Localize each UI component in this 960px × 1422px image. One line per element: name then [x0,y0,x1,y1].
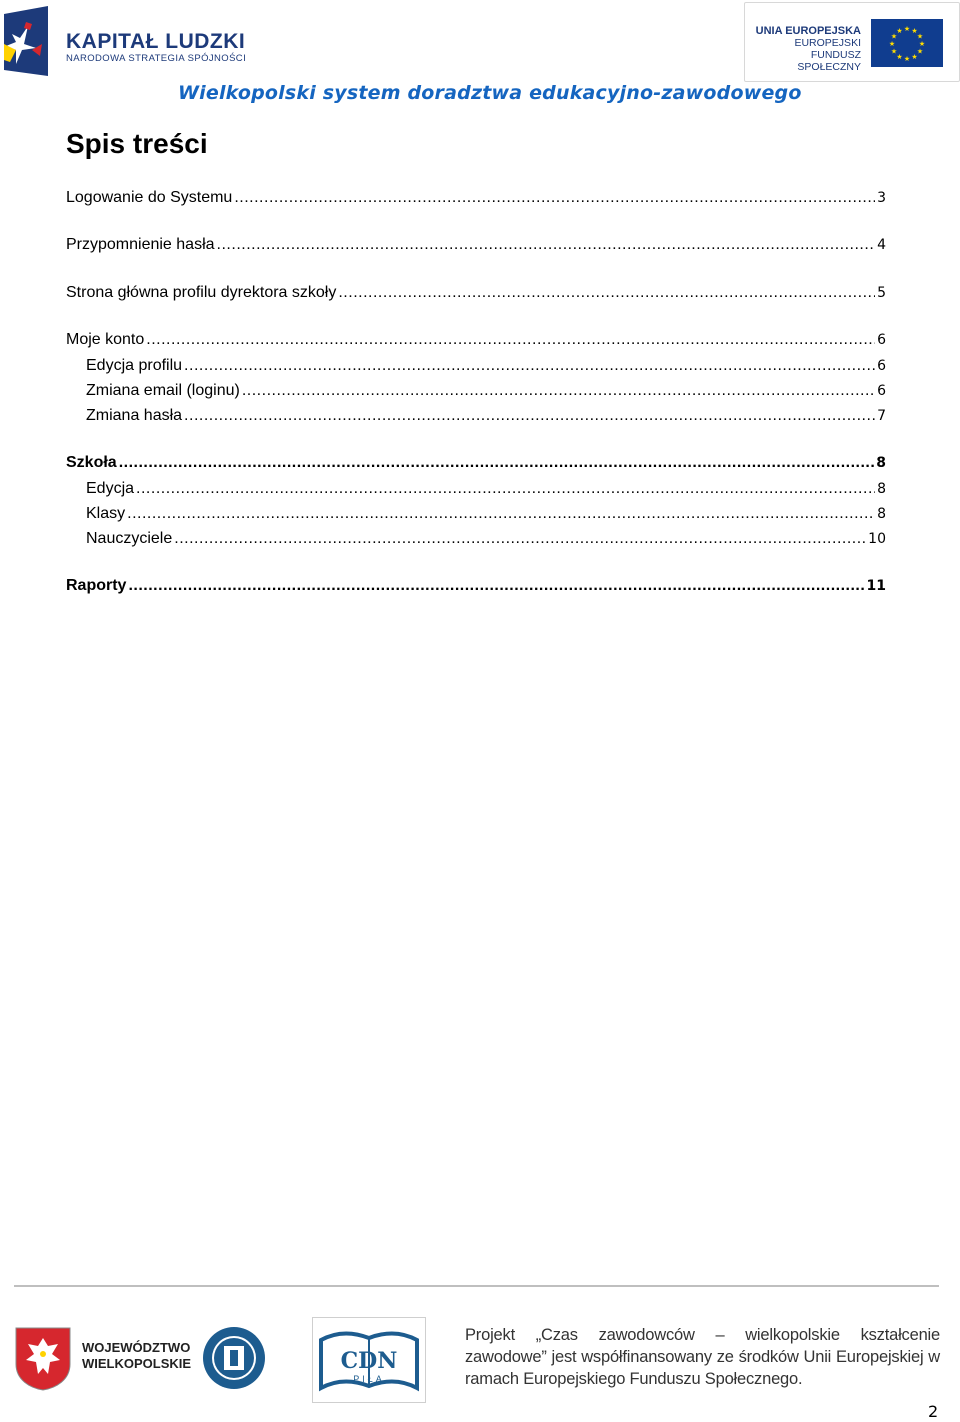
toc-entry-text: Strona główna profilu dyrektora szkoły [66,284,337,301]
toc-entry-text: Logowanie do Systemu [66,189,233,206]
svg-text:★: ★ [916,47,924,56]
svg-text:★: ★ [896,53,903,61]
toc-entry-raporty[interactable] [66,577,886,595]
toc-entry-page: 11 [866,578,886,594]
toc-leader [184,357,875,375]
toc-leader [242,382,875,400]
svg-text:★: ★ [890,32,898,41]
toc-entry-page: 7 [877,408,886,424]
toc-leader [128,577,864,595]
page-header [0,0,960,110]
toc-entry-page: 10 [868,531,886,547]
toc-leader [338,284,875,302]
svg-text:★: ★ [918,40,926,48]
woj-line-2: WIELKOPOLSKIE [82,1356,192,1371]
toc-entry-nauczyciele[interactable] [86,530,886,548]
toc-entry-zmiana-hasla[interactable] [86,407,886,425]
kapital-ludzki-subtitle: NARODOWA STRATEGIA SPÓJNOŚCI [66,53,247,64]
toc-entry-page: 8 [876,455,886,471]
toc-entry-edycja-profilu[interactable] [86,357,886,375]
toc-entry-page: 6 [877,332,886,348]
eu-line-1: UNIA EUROPEJSKA [755,25,861,37]
toc-entry-text: Edycja profilu [86,357,183,374]
toc-leader [127,505,875,523]
eu-line-2: EUROPEJSKI [794,37,861,49]
toc-entry-text: Przypomnienie hasła [66,236,215,253]
toc-leader [119,454,875,472]
toc-entry-page: 5 [877,285,886,301]
eu-flag-icon [871,19,943,67]
toc-entry-page: 4 [877,237,886,253]
toc-entry-text: Zmiana hasła [86,407,183,424]
cdn-sub-label: PIŁA [353,1374,385,1384]
toc-entry-moje-konto[interactable] [66,331,886,349]
svg-text:★: ★ [903,25,911,33]
toc-entry-text: Zmiana email (loginu) [86,382,240,399]
toc-title: Spis treści [66,128,208,159]
eu-line-3: FUNDUSZ SPOŁECZNY [797,49,861,73]
eu-logo-text [745,25,861,73]
toc-entry-page: 6 [877,358,886,374]
toc-entry-text: Nauczyciele [86,530,173,547]
toc-entry-text: Edycja [86,480,135,497]
toc-entry-edycja[interactable] [86,480,886,498]
kapital-ludzki-title: KAPITAŁ LUDZKI [66,30,246,53]
footer-divider [14,1285,939,1287]
toc-entry-text: Moje konto [66,331,145,348]
toc-entry-page: 8 [877,481,886,497]
toc-entry-page: 8 [877,506,886,522]
toc-entry-szkola[interactable] [66,454,886,472]
toc-entry-page: 3 [877,190,886,206]
toc-entry-klasy[interactable] [86,505,886,523]
cdn-pila-logo [312,1317,426,1403]
svg-text:★: ★ [896,27,903,35]
project-funding-text: Projekt „Czas zawodowców – wielkopolskie kształcenie zawodowe” jest współfinansowany ze środków Unii Europejskiej w ramach Europejskiego Funduszu Społecznego. [465,1326,940,1388]
svg-text:★: ★ [903,55,911,63]
wielkopolska-coat-of-arms-icon [14,1326,72,1392]
svg-text:★: ★ [888,40,896,48]
svg-text:★: ★ [911,53,918,61]
toc-entry-text: Klasy [86,505,126,522]
toc-entry-zmiana-email[interactable] [86,382,886,400]
svg-text:★: ★ [916,32,924,41]
toc-leader [234,189,875,207]
eu-logo-box [744,2,960,82]
header-tagline: Wielkopolski system doradztwa edukacyjno-zawodowego [178,82,802,104]
toc-leader [174,530,866,548]
toc-leader [184,407,875,425]
svg-text:★: ★ [890,47,898,56]
toc-leader [136,480,875,498]
page-number: 2 [928,1402,939,1421]
cdn-label: CDN [340,1348,398,1374]
toc-entry-logowanie[interactable] [66,189,886,207]
toc-entry-text: Szkoła [66,454,117,471]
wojewodztwo-text [82,1340,191,1372]
toc-entry-strona-glowna[interactable] [66,284,886,302]
svg-text:★: ★ [911,27,918,35]
toc-entry-text: Raporty [66,577,127,594]
toc-entry-page: 6 [877,383,886,399]
toc-leader [146,331,875,349]
toc-entry-przypomnienie[interactable] [66,236,886,254]
university-seal-icon [202,1326,266,1390]
woj-line-1: WOJEWÓDZTWO [82,1340,191,1355]
toc-leader [217,236,876,254]
